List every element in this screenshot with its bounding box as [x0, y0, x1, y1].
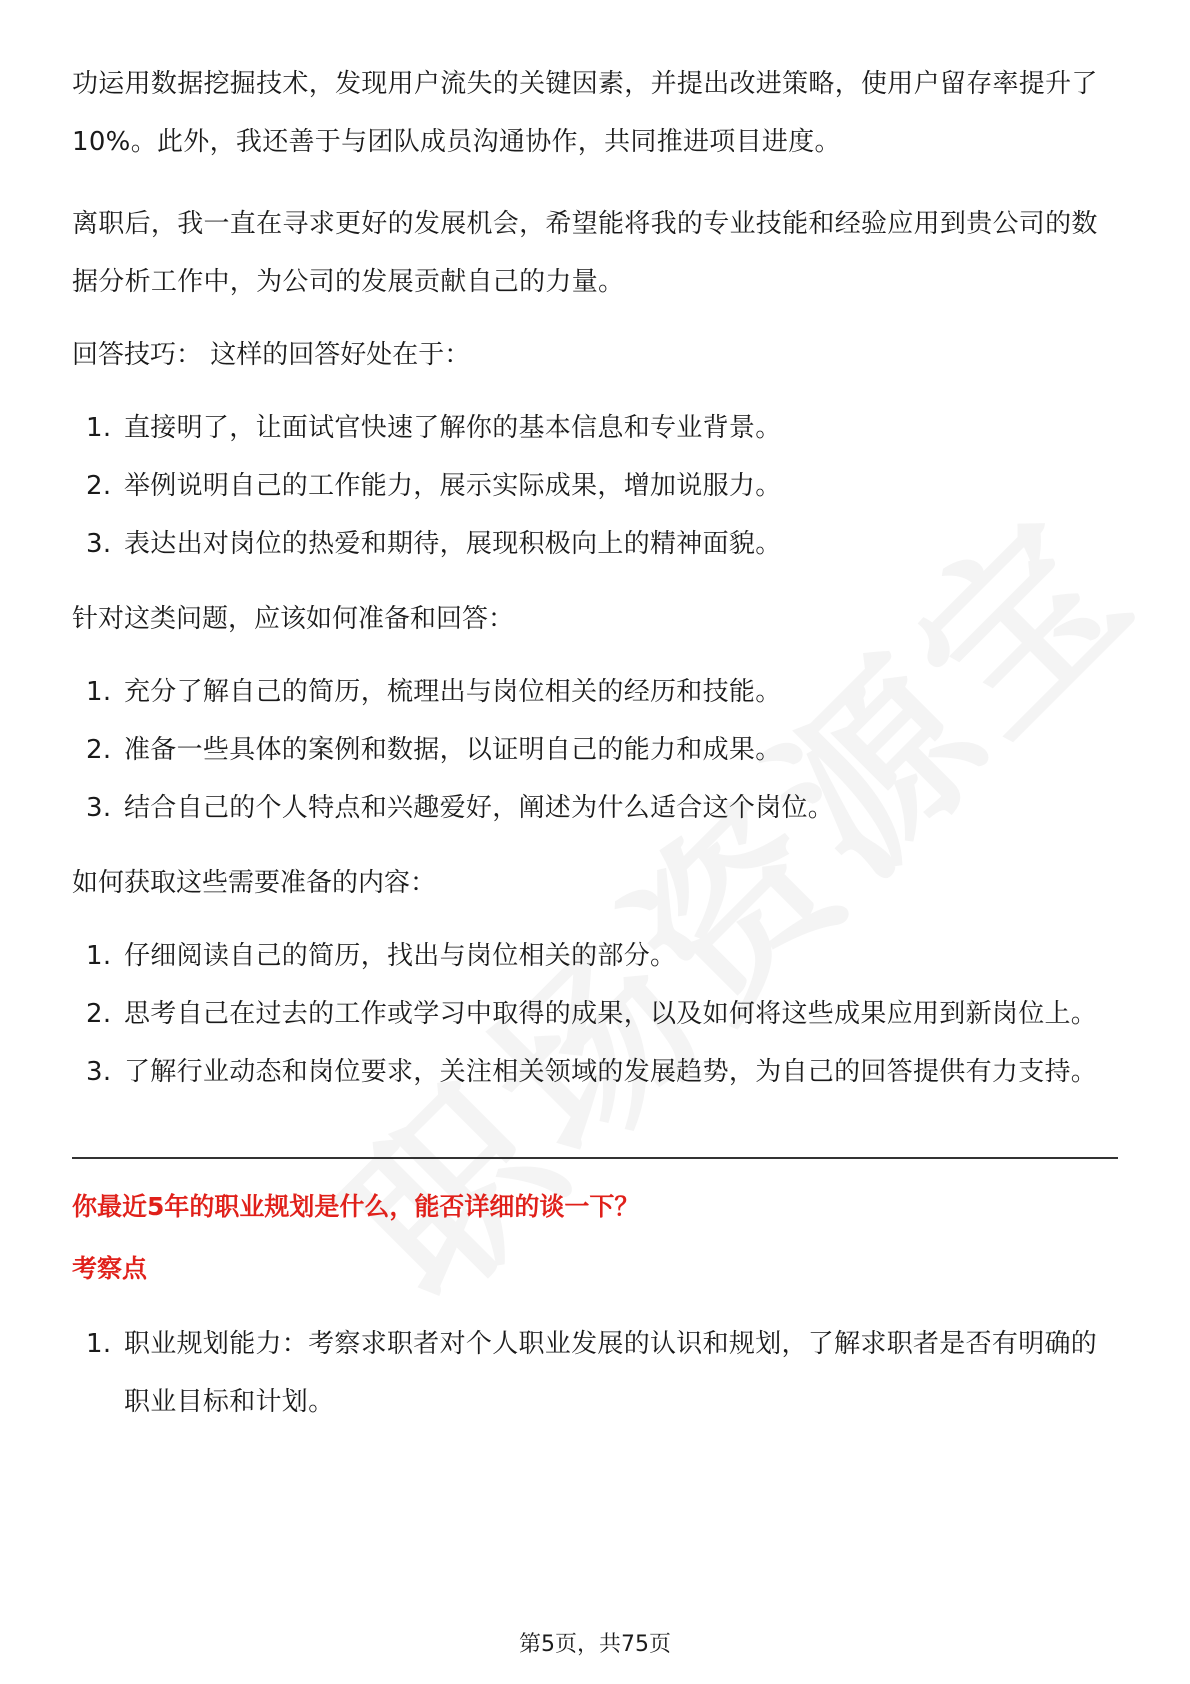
section-divider: [72, 1157, 1118, 1159]
list-number: 1.: [86, 413, 112, 443]
list-item: 3. 结合自己的个人特点和兴趣爱好，阐述为什么适合这个岗位。: [72, 779, 1118, 837]
list-item: 3. 表达出对岗位的热爱和期待，展现积极向上的精神面貌。: [72, 515, 1118, 573]
tips-list: [72, 399, 1118, 573]
list-number: 2.: [86, 999, 112, 1029]
list-number: 2.: [86, 471, 112, 501]
list-number: 3.: [86, 793, 112, 823]
question-title: 你最近5年的职业规划是什么，能否详细的谈一下？: [72, 1192, 640, 1221]
prepare-heading: 针对这类问题，应该如何准备和回答：: [72, 604, 515, 634]
list-item: 1. 直接明了，让面试官快速了解你的基本信息和专业背景。: [72, 399, 1118, 457]
list-item: 1. 充分了解自己的简历，梳理出与岗位相关的经历和技能。: [72, 663, 1118, 721]
assessment-heading: 考察点: [72, 1254, 148, 1283]
document-page: [72, 55, 1118, 1457]
list-number: 3.: [86, 529, 112, 559]
paragraph-motivation: 离职后，我一直在寻求更好的发展机会，希望能将我的专业技能和经验应用到贵公司的数据分析工作中，为公司的发展贡献自己的力量。: [72, 209, 1098, 297]
obtain-heading: 如何获取这些需要准备的内容：: [72, 868, 437, 898]
list-item: 1. 仔细阅读自己的简历，找出与岗位相关的部分。: [72, 927, 1118, 985]
list-item: 2. 准备一些具体的案例和数据，以证明自己的能力和成果。: [72, 721, 1118, 779]
prepare-list: [72, 663, 1118, 837]
list-number: 3.: [86, 1057, 112, 1087]
tips-heading: 回答技巧： 这样的回答好处在于：: [72, 340, 471, 370]
list-item: 1. 职业规划能力：考察求职者对个人职业发展的认识和规划，了解求职者是否有明确的职业目标和计划。: [72, 1315, 1118, 1431]
list-item: 2. 思考自己在过去的工作或学习中取得的成果，以及如何将这些成果应用到新岗位上。: [72, 985, 1118, 1043]
obtain-list: [72, 927, 1118, 1101]
paragraph-achievement: 功运用数据挖掘技术，发现用户流失的关键因素，并提出改进策略，使用户留存率提升了10%。此外，我还善于与团队成员沟通协作，共同推进项目进度。: [72, 69, 1098, 157]
list-number: 1.: [86, 941, 112, 971]
list-item: 3. 了解行业动态和岗位要求，关注相关领域的发展趋势，为自己的回答提供有力支持。: [72, 1043, 1118, 1101]
list-number: 1.: [86, 677, 112, 707]
assessment-list: [72, 1315, 1118, 1431]
list-number: 2.: [86, 735, 112, 765]
list-item: 2. 举例说明自己的工作能力，展示实际成果，增加说服力。: [72, 457, 1118, 515]
page-footer: 第5页，共75页: [519, 1632, 671, 1657]
list-number: 1.: [86, 1329, 112, 1359]
